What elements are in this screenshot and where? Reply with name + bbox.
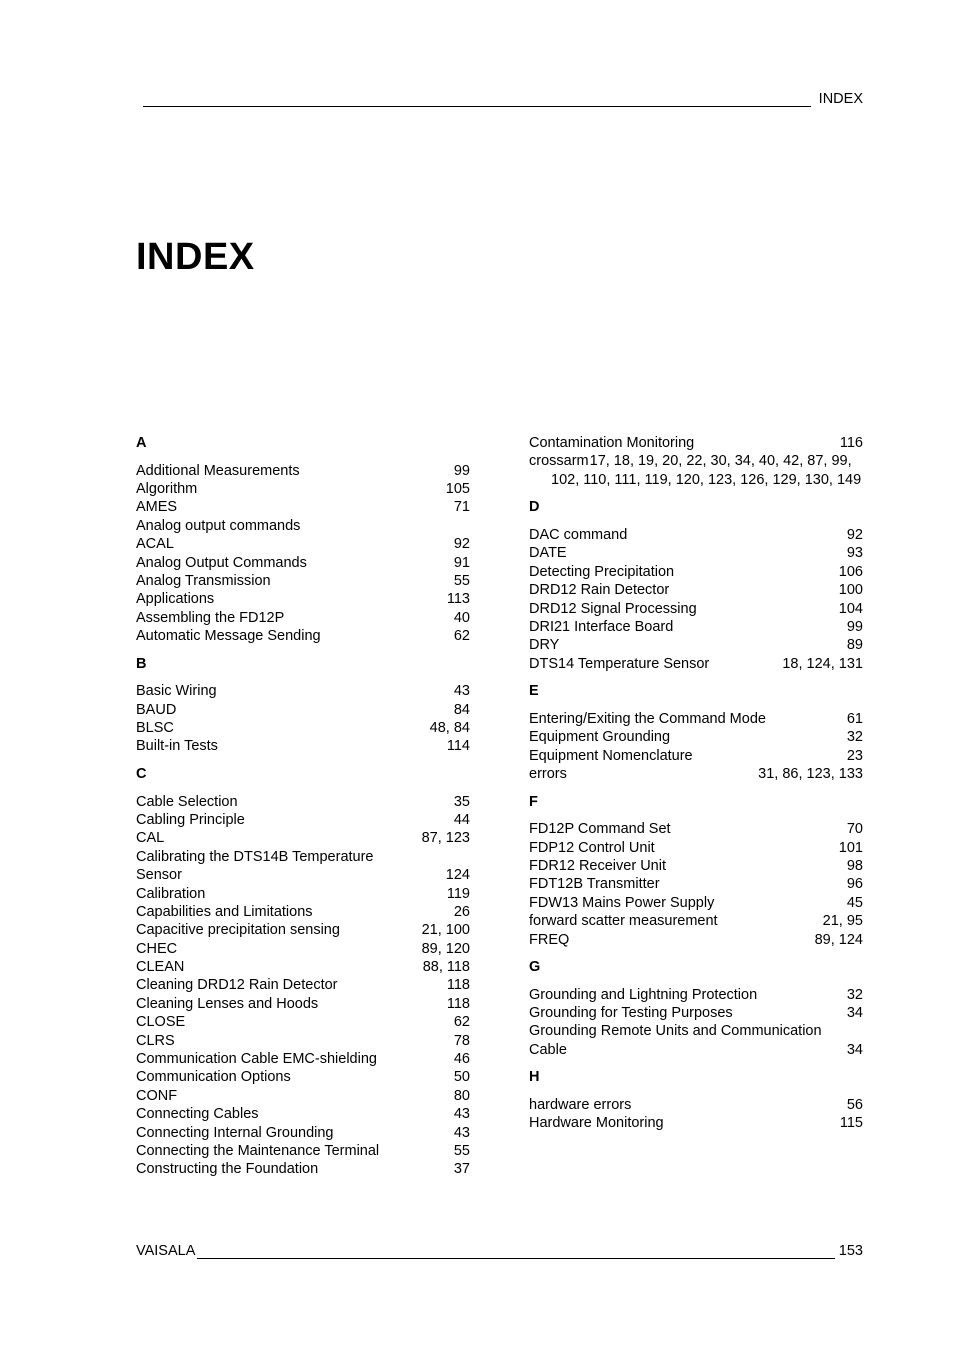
entry-pages: 43 (453, 1124, 470, 1141)
entry-pages: 32 (846, 986, 863, 1003)
index-entry (529, 747, 863, 765)
entry-pages: 21, 100 (421, 922, 470, 939)
index-entry (529, 765, 863, 783)
entry-pages: 45 (846, 894, 863, 911)
entry-pages: 34 (846, 1005, 863, 1022)
entry-term: Sensor (136, 867, 182, 884)
index-entry (529, 636, 863, 654)
entry-pages: 89, 124 (814, 931, 863, 948)
entry-term: Grounding for Testing Purposes (529, 1005, 733, 1022)
entry-pages: 37 (453, 1161, 470, 1178)
index-section (136, 765, 470, 1179)
entry-pages: 50 (453, 1069, 470, 1086)
section-letter: G (529, 959, 541, 976)
entry-term: forward scatter measurement (529, 913, 718, 930)
entry-pages: 48, 84 (429, 720, 470, 737)
entry-term: DAC command (529, 526, 628, 543)
index-entry (136, 554, 470, 572)
entry-pages: 84 (453, 701, 470, 718)
entry-pages: 23 (846, 747, 863, 764)
index-entry (136, 976, 470, 994)
index-entry (529, 875, 863, 893)
entry-pages: 21, 95 (822, 913, 863, 930)
index-entry (136, 682, 470, 700)
entry-term: CHEC (136, 940, 178, 957)
index-entry (136, 1013, 470, 1031)
entry-term: Entering/Exiting the Command Mode (529, 710, 766, 727)
index-entry (529, 563, 863, 581)
entry-term: FDP12 Control Unit (529, 839, 655, 856)
index-entry (136, 811, 470, 829)
index-entry (529, 894, 863, 912)
entry-term: Equipment Nomenclature (529, 747, 693, 764)
entry-pages: 61 (846, 710, 863, 727)
index-entry (529, 1114, 863, 1132)
index-entry (529, 986, 863, 1004)
entry-pages: 92 (846, 526, 863, 543)
entry-term: DRI21 Interface Board (529, 618, 674, 635)
index-entry (529, 1022, 863, 1040)
header-title: INDEX (818, 91, 863, 107)
entry-term: Grounding and Lightning Protection (529, 986, 758, 1003)
entry-term: hardware errors (529, 1097, 632, 1114)
entry-pages: 40 (453, 609, 470, 626)
index-entry (136, 517, 470, 535)
index-entry (136, 701, 470, 719)
entry-pages: 91 (453, 554, 470, 571)
entry-pages: 114 (446, 738, 470, 755)
index-entry (136, 848, 470, 866)
index-section (529, 682, 863, 783)
entry-term: Connecting the Maintenance Terminal (136, 1143, 380, 1159)
entry-term: Calibrating the DTS14B Temperature (136, 848, 374, 865)
entry-pages: 119 (446, 885, 470, 902)
index-entry (529, 1096, 863, 1114)
entry-pages: 62 (453, 628, 470, 645)
entry-term: DRD12 Rain Detector (529, 582, 670, 599)
entry-term: Equipment Grounding (529, 729, 671, 746)
index-entry (136, 829, 470, 847)
index-entry (136, 737, 470, 755)
index-entry (529, 1041, 863, 1059)
entry-pages: 80 (453, 1087, 470, 1104)
entry-pages: 34 (846, 1041, 863, 1058)
index-entry (529, 839, 863, 857)
index-entry (136, 609, 470, 627)
index-entry (529, 820, 863, 838)
entry-pages: 44 (453, 811, 470, 828)
index-entry (529, 618, 863, 636)
entry-term: Communication Cable EMC-shielding (136, 1051, 377, 1068)
entry-term: Capacitive precipitation sensing (136, 922, 340, 939)
entry-term: AMES (136, 499, 178, 516)
entry-term: Calibration (136, 885, 206, 902)
entry-term: Connecting Internal Grounding (136, 1124, 334, 1141)
index-entry (136, 462, 470, 480)
index-section (136, 655, 470, 756)
index-entry (529, 857, 863, 875)
entry-pages: 92 (453, 536, 470, 553)
entry-pages: 55 (453, 572, 470, 589)
entry-term: Constructing the Foundation (136, 1161, 319, 1178)
entry-pages: 35 (453, 793, 470, 810)
entry-term: Grounding Remote Units and Communication (529, 1023, 822, 1040)
section-letter: B (136, 655, 147, 672)
footer-company: VAISALA (136, 1243, 196, 1259)
entry-term: FD12P Command Set (529, 821, 671, 838)
index-column-left (136, 434, 470, 1179)
entry-term: Contamination Monitoring (529, 435, 695, 451)
entry-term: Assembling the FD12P (136, 609, 285, 626)
index-entry (136, 921, 470, 939)
index-entry (136, 940, 470, 958)
entry-pages: 55 (453, 1143, 470, 1159)
entry-term: Cable Selection (136, 793, 238, 810)
entry-term: Built-in Tests (136, 738, 218, 755)
entry-pages: 124 (445, 867, 470, 884)
entry-term: BAUD (136, 701, 177, 718)
entry-pages: 32 (846, 729, 863, 746)
section-letter: D (529, 499, 540, 516)
entry-pages: 26 (453, 903, 470, 920)
entry-pages: 118 (446, 995, 470, 1012)
entry-term: FDW13 Mains Power Supply (529, 894, 715, 911)
page-title: INDEX (136, 236, 255, 278)
entry-term: CLEAN (136, 959, 185, 976)
section-letter: F (529, 793, 538, 810)
index-entry (136, 590, 470, 608)
index-section (529, 1068, 863, 1132)
index-entry (136, 1142, 470, 1160)
index-entry (136, 535, 470, 553)
entry-term: Cabling Principle (136, 811, 245, 828)
entry-term: Analog Output Commands (136, 554, 307, 571)
entry-pages: 62 (453, 1014, 470, 1031)
index-entry (529, 912, 863, 930)
entry-term: Cable (529, 1041, 567, 1058)
entry-term: Applications (136, 591, 215, 608)
entry-pages: 106 (838, 563, 863, 580)
index-entry (529, 526, 863, 544)
section-letter: A (136, 435, 147, 451)
index-entry (529, 710, 863, 728)
index-entry (529, 581, 863, 599)
entry-pages: 56 (846, 1097, 863, 1114)
entry-pages: 101 (838, 839, 863, 856)
index-section (529, 434, 863, 489)
index-entry (136, 1160, 470, 1178)
entry-pages: 78 (453, 1032, 470, 1049)
entry-pages: 71 (453, 499, 470, 516)
index-entry (136, 866, 470, 884)
running-header (143, 88, 863, 107)
index-entry (136, 498, 470, 516)
index-entry (136, 903, 470, 921)
entry-pages: 31, 86, 123, 133 (758, 766, 863, 783)
entry-term: crossarm (529, 453, 589, 470)
entry-term: Cleaning DRD12 Rain Detector (136, 977, 338, 994)
entry-term: DATE (529, 545, 567, 562)
index-section (136, 434, 470, 645)
header-rule (143, 88, 811, 107)
index-entry (529, 931, 863, 949)
index-entry (136, 1068, 470, 1086)
footer-rule (197, 1240, 834, 1259)
entry-pages: 118 (446, 977, 470, 994)
entry-pages: 89, 120 (421, 940, 470, 957)
index-entry (529, 728, 863, 746)
section-letter: C (136, 766, 147, 782)
index-entry (136, 1105, 470, 1123)
entry-pages: 96 (846, 876, 863, 893)
entry-term: CLOSE (136, 1014, 186, 1031)
entry-pages: 100 (838, 582, 863, 599)
entry-term: Capabilities and Limitations (136, 903, 313, 920)
entry-term: Hardware Monitoring (529, 1115, 664, 1132)
index-entry (136, 480, 470, 498)
entry-term: errors (529, 766, 567, 783)
entry-pages: 18, 124, 131 (782, 655, 863, 672)
entry-pages: 113 (446, 591, 470, 608)
index-entry (136, 1050, 470, 1068)
entry-pages: 104 (838, 600, 863, 617)
index-entry (529, 544, 863, 562)
entry-pages: 17, 18, 19, 20, 22, 30, 34, 40, 42, 87, 99, 102, 110, 111, 119, 120, 123, 126, 129, 130, 149 (551, 453, 862, 488)
index-entry (136, 995, 470, 1013)
entry-term: FDR12 Receiver Unit (529, 857, 666, 874)
index-section (529, 498, 863, 673)
entry-pages: 99 (453, 462, 470, 479)
entry-term: ACAL (136, 536, 174, 553)
entry-pages: 98 (846, 857, 863, 874)
entry-term: Basic Wiring (136, 683, 217, 700)
index-entry (136, 572, 470, 590)
entry-pages: 115 (839, 1115, 863, 1132)
index-entry (136, 627, 470, 645)
index-entry (136, 885, 470, 903)
entry-term: CAL (136, 830, 165, 847)
page-number: 153 (838, 1243, 863, 1259)
index-entry (136, 1032, 470, 1050)
entry-pages: 46 (453, 1051, 470, 1068)
entry-term: Communication Options (136, 1069, 291, 1086)
running-footer (136, 1240, 863, 1259)
entry-term: Detecting Precipitation (529, 563, 675, 580)
entry-pages: 93 (846, 545, 863, 562)
entry-pages: 70 (846, 821, 863, 838)
index-section (529, 958, 863, 1059)
index-entry (529, 452, 863, 489)
index-entry (136, 1124, 470, 1142)
entry-pages: 43 (453, 1106, 470, 1123)
index-entry (529, 1004, 863, 1022)
index-entry (136, 793, 470, 811)
index-column-right (529, 434, 863, 1133)
entry-term: Connecting Cables (136, 1106, 259, 1123)
entry-term: CLRS (136, 1032, 175, 1049)
section-letter: H (529, 1069, 540, 1086)
entry-term: Cleaning Lenses and Hoods (136, 995, 319, 1012)
entry-term: CONF (136, 1087, 178, 1104)
entry-pages: 105 (445, 480, 470, 497)
index-entry (136, 1087, 470, 1105)
entry-term: Algorithm (136, 480, 198, 497)
entry-pages: 88, 118 (422, 959, 470, 976)
index-entry (529, 600, 863, 618)
entry-term: FDT12B Transmitter (529, 876, 660, 893)
index-entry (136, 719, 470, 737)
entry-pages: 89 (846, 637, 863, 654)
entry-pages: 43 (453, 683, 470, 700)
entry-term: Analog output commands (136, 517, 301, 534)
entry-term: BLSC (136, 720, 174, 737)
entry-pages: 116 (839, 435, 863, 451)
entry-term: FREQ (529, 931, 570, 948)
entry-term: DTS14 Temperature Sensor (529, 655, 710, 672)
index-section (529, 793, 863, 949)
section-letter: E (529, 683, 539, 700)
entry-pages: 87, 123 (421, 830, 470, 847)
entry-term: Analog Transmission (136, 572, 271, 589)
entry-term: DRY (529, 637, 560, 654)
entry-term: Automatic Message Sending (136, 628, 321, 645)
entry-term: DRD12 Signal Processing (529, 600, 697, 617)
index-entry (529, 655, 863, 673)
entry-pages: 99 (846, 618, 863, 635)
index-entry (136, 958, 470, 976)
entry-term: Additional Measurements (136, 462, 300, 479)
index-entry (529, 434, 863, 452)
